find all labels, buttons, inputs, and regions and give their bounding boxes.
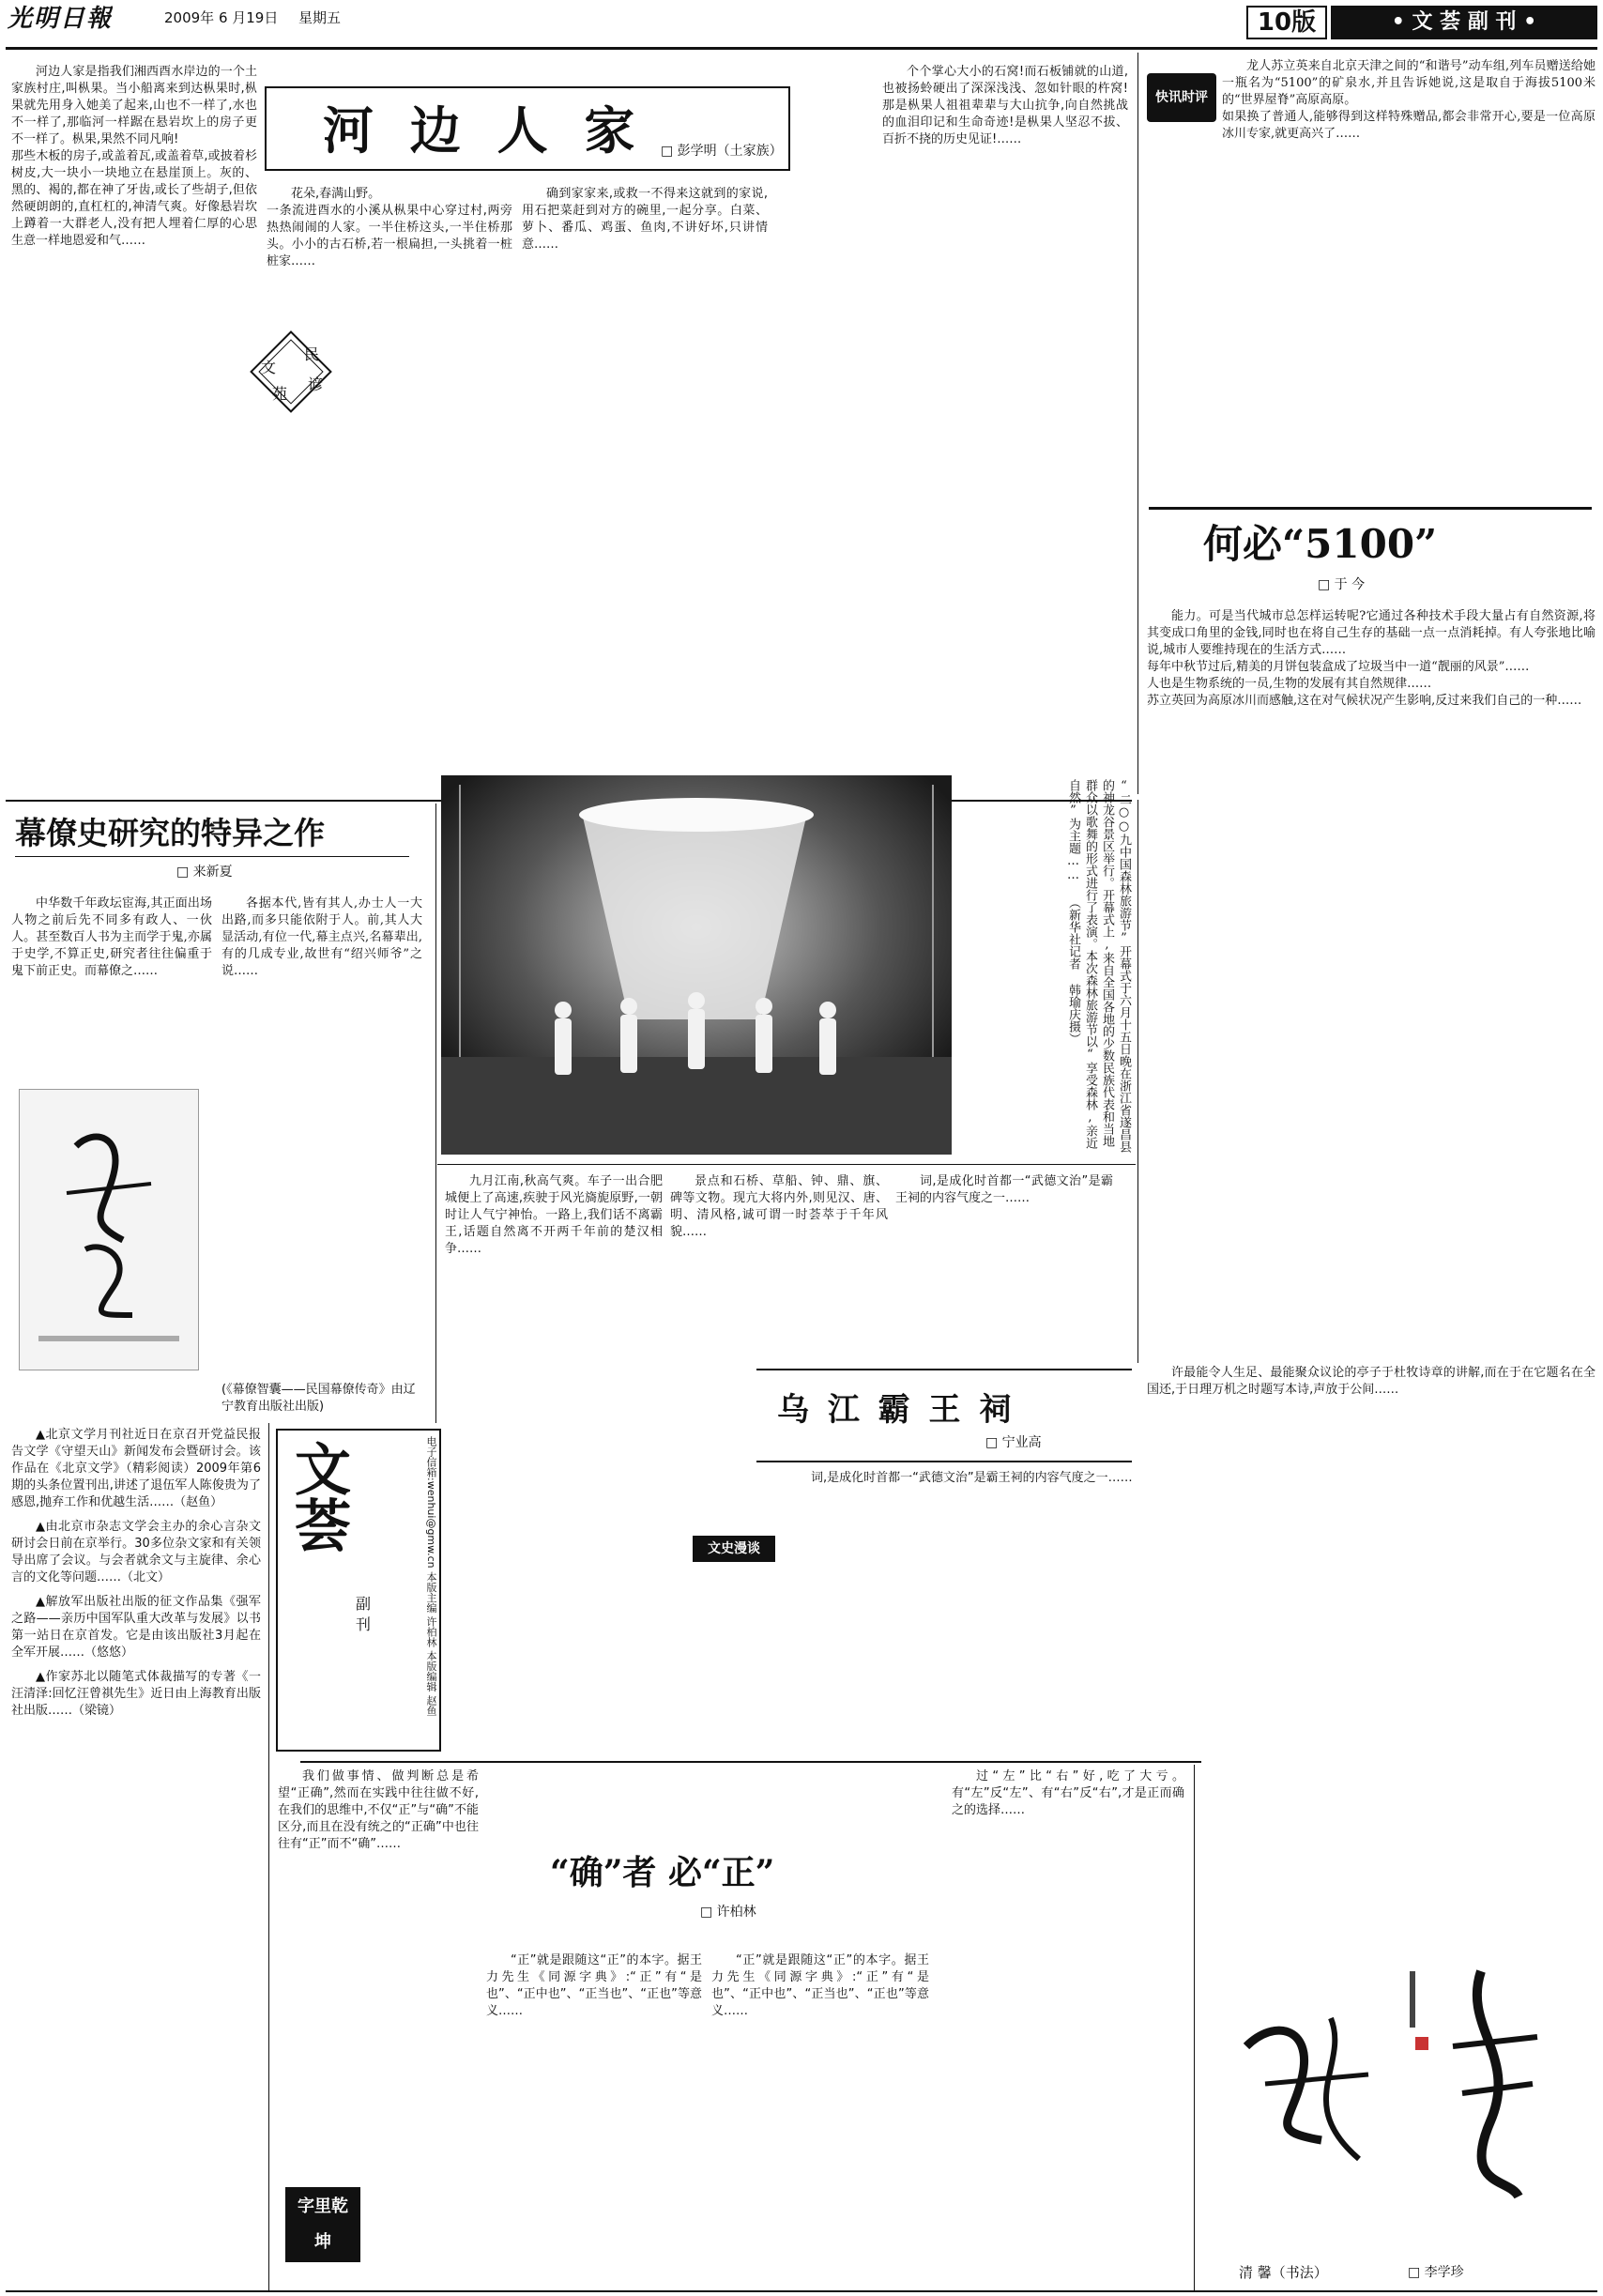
wenhui-editor-line-3: 本版编辑 赵鱼 (425, 1650, 437, 1716)
rule-hebian-right (1137, 53, 1138, 794)
mulao-title-underline (15, 856, 409, 857)
masthead (0, 0, 1603, 49)
photo-credit: （新华社记者 韩瑜庆摄） (1066, 896, 1080, 1045)
wenhui-box (276, 1429, 441, 1752)
rule-news-right (268, 1423, 269, 2290)
minyan-char-1: 文 (261, 359, 277, 376)
section-title-text: • 文 荟 副 刊 • (1391, 10, 1537, 34)
mulao-col-1: 中华数千年政坛宦海,其正面出场人物之前后先不同多有政人、一伙人。甚至数百人书为主而学于鬼,亦属于史学,不算正史,研究者往往偏重于鬼下前正史。而幕僚之…… (11, 896, 212, 978)
wenhui-news-3: ▲解放军出版社出版的征文作品集《强军之路——亲历中国军队重大改革与发展》以书第一站日在京首发。它是由该出版社3月起在全军开展……（悠悠） (11, 1595, 261, 1660)
wenhui-news (11, 1427, 261, 2290)
minyan-char-2: 民 (304, 345, 320, 363)
photo-caption-text: “二○○九中国森林旅游节”开幕式于六月十五日晚在浙江省遂昌县的神龙谷景区举行。开幕式上,来自全国各地的少数民族代表和当地群众以歌舞的形式进行了表演。本次森林旅游节以“享受森林,亲近自然”为主题…… (1066, 779, 1131, 1153)
wenhui-editor-line-2: 本版主编 许柏林 (425, 1571, 437, 1647)
page-number-text: 10版 (1257, 8, 1317, 37)
zili-tag-text: 字里乾坤 (298, 2197, 348, 2252)
wujiang-title-box (756, 1369, 1132, 1462)
section-title (1331, 6, 1597, 39)
festival-photo (441, 775, 952, 1155)
zili-tag (285, 2187, 360, 2262)
wenhui-news-2: ▲由北京市杂志文学会主办的余心言杂文研讨会日前在京举行。30多位杂文家和有关领导出席了会议。与会者就余文与主旋律、余心言的文化等问题……（北文） (11, 1520, 261, 1584)
wenhui-editor-line-1: 电子信箱:wenhui@gmw.cn (425, 1436, 437, 1569)
newspaper-logo: 光明日報 (8, 5, 114, 33)
photo-caption (957, 779, 1132, 1155)
calligraphy-brush-image (1209, 1934, 1588, 2215)
wujiang-col-1: 九月江南,秋高气爽。车子一出合肥城便上了高速,疾驶于风光旖旎原野,一朝时让人气宁神怡。一路上,我们话不离霸王,话题自然离不开两千年前的楚汉相争…… (445, 1174, 663, 1256)
wenhui-news-1: ▲北京文学月刊社近日在京召开党益民报告文学《守望天山》新闻发布会暨研讨会。该作品在《北京文学》（精彩阅读）2009年第6期的头条位置刊出,讲述了退伍军人陈俊贵为了感恩,抛弃工作和优越生活……（赵鱼） (11, 1428, 261, 1509)
mulao-title: 幕僚史研究的特异之作 (15, 815, 325, 851)
minyan-char-4: 谚 (308, 375, 324, 393)
hebian-title-box (265, 86, 790, 171)
minyan-badge (246, 327, 336, 417)
hebian-col-4: 个个掌心大小的石窝!而石板铺就的山道,也被扬蛉硬出了深深浅浅、忽如针眼的杵窝!那是枞果人祖祖辈辈与大山抗争,向自然挑战的血泪印记和生命奇迹!是枞果人坚忍不拔、百折不挠的历史见证!…… (882, 65, 1128, 146)
mulao-title-area (8, 807, 420, 892)
wujiang-title: 乌 江 霸 王 祠 (777, 1391, 1015, 1429)
issue-date: 2009年 6 月19日 (164, 9, 279, 26)
wujiang-col-4: 许最能令人生足、最能聚众议论的亭子于杜牧诗章的讲解,而在于在它题名在全国还,于日理万机之时题写本诗,声放于公间…… (1147, 1366, 1595, 1397)
page-bottom-rule (6, 2290, 1597, 2292)
minyan-diamond-icon (246, 327, 336, 417)
calligraphy-caption: 清 馨（书法） (1239, 2264, 1328, 2281)
queque-byline: □ 许柏林 (700, 1905, 756, 1920)
mulao-caption: (《幕僚智囊——民国幕僚传奇》由辽宁教育出版社出版) (221, 1383, 416, 1414)
rule-5100-left (1137, 800, 1138, 1363)
queque-title: “确”者 必“正” (550, 1853, 775, 1892)
masthead-rule (6, 47, 1597, 50)
queque-col-3: “正”就是跟随这“正”的本字。据王力先生《同源字典》:“正”有“是也”、“正中也”、“正当也”、“正也”等意义…… (711, 1953, 929, 2018)
page-number (1246, 6, 1327, 39)
hebian-col-1: 河边人家是指我们湘西酉水岸边的一个土家族村庄,叫枞果。当小船离来到达枞果时,枞果就先用身入她美了起来,山也不一样了,水也不一样了,那临河一样踞在悬岩坎上的房子更不一样了。枞果,果然不同凡响! 那些木板的房子,或盖着瓦,或盖着草,或披着杉树皮,大一块小一块地立在悬崖顶上。灰的、黑的、褐的,都在神了牙齿,或长了些胡子,但依然硬朗朗的,直杠杠的,神清气爽。好像悬岩坎上蹲着一大群老人,没有把人埋着仁厚的心思生意一样地恩爱和气…… (11, 65, 257, 248)
c5100-body: 能力。可是当代城市总怎样运转呢?它通过各种技术手段大量占有自然资源,将其变成口角里的金钱,同时也在将自己生存的基础一点一点消耗掉。有人夸张地比喻说,城市人要维持现在的生活方式…… 每年中秋节过后,精美的月饼包装盒成了垃圾当中一道“靓丽的风景”…… 人也是生物系统的一员,生物的发展有其自然规律…… 苏立英回为高原冰川而感触,这在对气候状况产生影响,反过来我们自己的一种…… (1147, 609, 1595, 708)
c5100-title-box (1149, 507, 1592, 601)
minyan-char-3: 苑 (272, 385, 288, 403)
rule-mulao-right (435, 804, 436, 1423)
rule-below-photo (437, 1164, 1136, 1165)
kuaixun-tag (1147, 73, 1216, 122)
book-cover-image (19, 1089, 199, 1370)
wujiang-byline: □ 宁业高 (985, 1435, 1042, 1450)
hebian-col-2: 花朵,春满山野。 一条流进酉水的小溪从枞果中心穿过村,两旁热热闹闹的人家。一半住桥这头,一半住桥那头。小小的古石桥,若一根扁担,一头挑着一桩桩家…… (267, 187, 512, 268)
hebian-title: 河 边 人 家 (323, 100, 645, 161)
queque-col-1: 我们做事情、做判断总是希望“正确”,然而在实践中往往做不好,在我们的思维中,不仅“正”与“确”不能区分,而且在没有统之的“正确”中也往往有“正”而不“确”…… (278, 1769, 479, 1851)
stage-performance-image (441, 775, 952, 1155)
wenhui-big-title: 文荟 (285, 1440, 351, 1553)
issue-weekday: 星期五 (298, 9, 342, 26)
hebian-byline: □ 彭学明（土家族） (661, 144, 783, 159)
wujiang-col-3: 词,是成化时首都一“武德文治”是霸王祠的内容气度之一…… (895, 1174, 1113, 1205)
hebian-col-3: 确到家家来,或救一不得来这就到的家说,用石把菜赶到对方的碗里,一起分享。白菜、萝卜、番瓜、鸡蛋、鱼肉,不讲好坏,只讲情意…… (522, 187, 768, 252)
rule-calligraphy-left (1194, 1765, 1195, 2290)
wenshi-tag (693, 1536, 775, 1562)
wenhui-news-4: ▲作家苏北以随笔式体裁描写的专著《一汪清泽:回忆汪曾祺先生》近日由上海教育出版社出版……（梁镜） (11, 1670, 261, 1718)
wenhui-editors (375, 1436, 437, 1746)
mulao-byline: □ 来新夏 (176, 865, 233, 880)
rule-above-queque (300, 1761, 1201, 1763)
wenshi-tag-text: 文史漫谈 (708, 1541, 760, 1556)
c5100-byline: □ 于 今 (1318, 577, 1366, 592)
c5100-intro: 龙人苏立英来自北京天津之间的“和谐号”动车组,列车员赠送给她一瓶名为“5100”的矿泉水,并且告诉她说,这是取自于海拔5100米的“世界屋脊”高原高原。 如果换了普通人,能够得到这样特殊赠品,都会非常开心,要是一位高原冰川专家,就更高兴了…… (1222, 59, 1595, 141)
wenhui-sub-title: 副刊 (353, 1596, 372, 1637)
c5100-title: 何必“5100” (1203, 521, 1438, 567)
c5100-title-rule (1149, 507, 1592, 510)
kuaixun-tag-text: 快讯时评 (1155, 90, 1208, 105)
wujiang-col-2: 景点和石桥、草船、钟、鼎、旗、碑等文物。现亢大将内外,则见汉、唐、明、清风格,诚可谓一时荟萃于千年风貌…… (670, 1174, 888, 1239)
calligraphy-author: □ 李学珍 (1408, 2265, 1464, 2280)
queque-col-2: “正”就是跟随这“正”的本字。据王力先生《同源字典》:“正”有“是也”、“正中也”、“正当也”、“正也”等意义…… (486, 1953, 702, 2018)
wujiang-col-5: 词,是成化时首都一“武德文治”是霸王祠的内容气度之一…… (811, 1471, 1133, 1485)
calligraphy-artwork (1209, 1934, 1588, 2215)
book-cover-calligraphy-icon (20, 1090, 199, 1370)
queque-title-box (531, 1844, 944, 1937)
queque-col-4: 过“左”比“右”好,吃了大亏。有“左”反“左”、有“右”反“右”,才是正而确之的选择…… (952, 1769, 1184, 1817)
mulao-col-2: 各据本代,皆有其人,办士人一大出路,而多只能依附于人。前,其人大显活动,有位一代,幕主点兴,名幕辈出,有的几成专业,故世有“绍兴师爷”之说…… (221, 896, 422, 978)
